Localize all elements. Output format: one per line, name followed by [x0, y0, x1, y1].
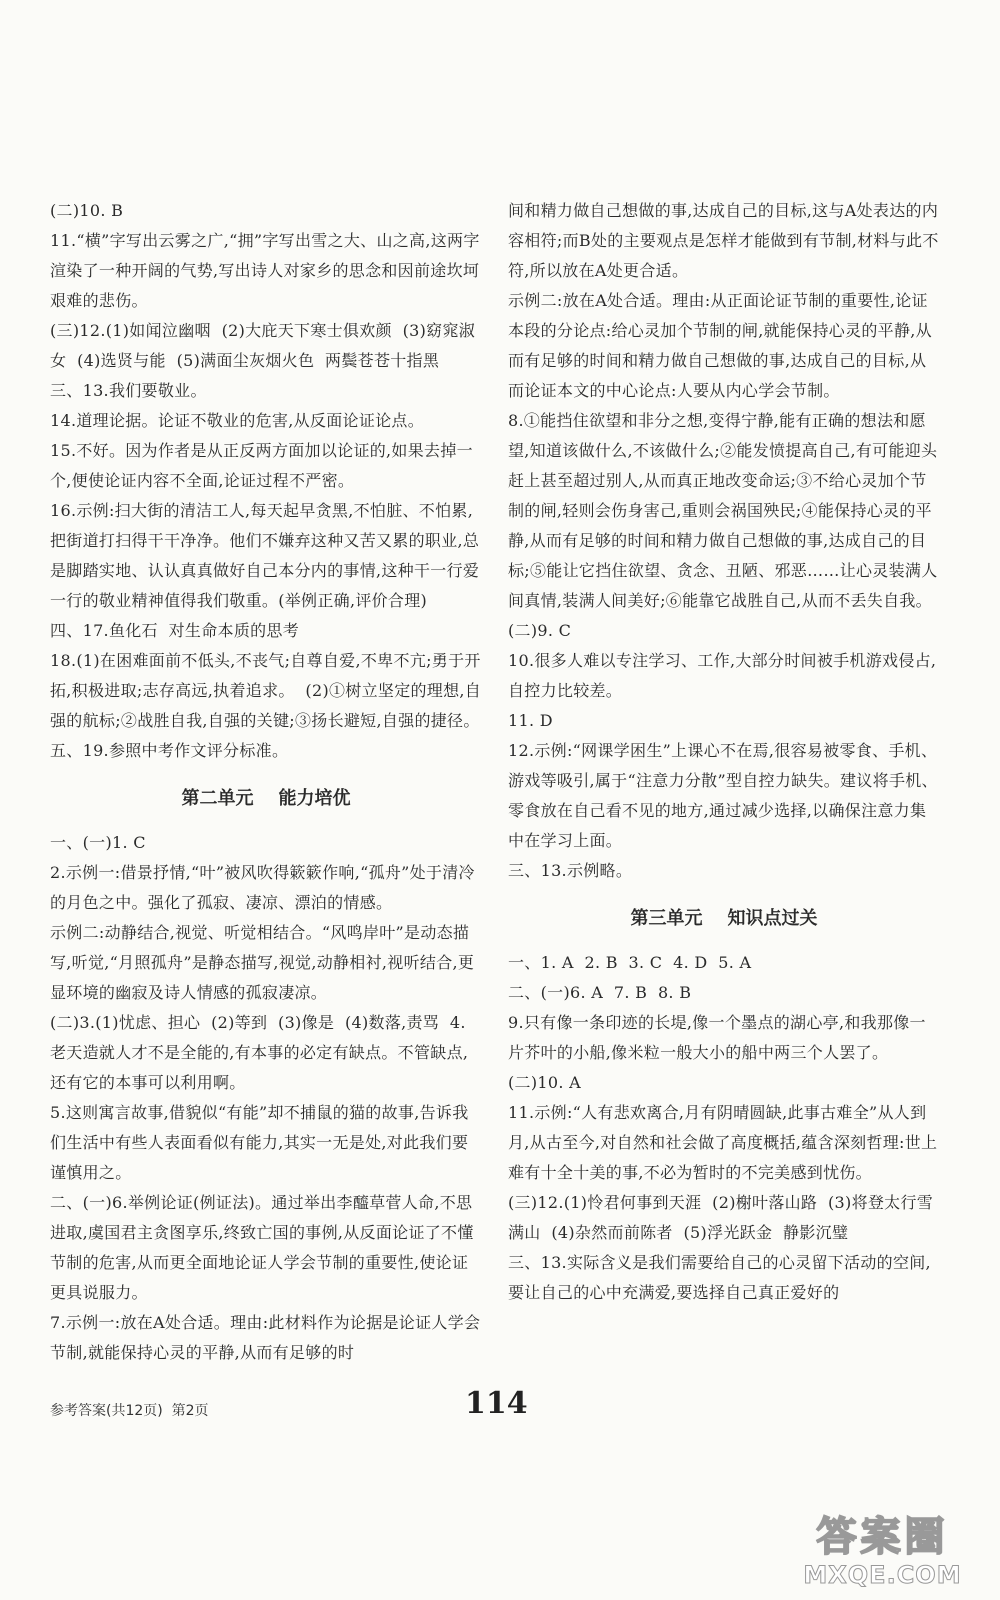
watermark-logo [780, 1505, 985, 1590]
section-heading: 第二单元 能力培优 [181, 788, 351, 809]
answer-paragraph: 间和精力做自己想做的事,达成自己的目标,这与A处表达的内容相符;而B处的主要观点是怎样才能做到有节制,材料与此不符,所以放在A处更合适。 [508, 201, 939, 280]
answer-paragraph: (二)10. B [50, 201, 124, 220]
answer-paragraph: 16.示例:扫大街的清洁工人,每天起早贪黑,不怕脏、不怕累,把街道打扫得干干净净。他们不嫌弃这种又苦又累的职业,总是脚踏实地、认认真真做好自己本分内的事情,这种干一行爱一行的敬业精神值得我们敬重。(举例正确,评价合理) [50, 501, 480, 610]
answer-paragraph: (二)3.(1)忧虑、担心 (2)等到 (3)像是 (4)数落,责骂 4.老天造就人才不是全能的,有本事的必定有缺点。不管缺点,还有它的本事可以利用啊。 [50, 1013, 469, 1092]
answer-paragraph: 18.(1)在困难面前不低头,不丧气;自尊自爱,不卑不亢;勇于开拓,积极进取;志存高远,执着追求。 (2)①树立坚定的理想,自强的航标;②战胜自我,自强的关键;③扬长避短,自强的捷径。 [50, 651, 482, 730]
right-column [508, 196, 940, 1308]
page-footer: 参考答案(共12页) 第2页 [50, 1403, 209, 1419]
page-number: 114 [465, 1386, 528, 1421]
answer-paragraph: 11.示例:“人有悲欢离合,月有阴晴圆缺,此事古难全”从人到月,从古至今,对自然和社会做了高度概括,蕴含深刻哲理:世上难有十全十美的事,不必为暂时的不完美感到忧伤。 [508, 1103, 938, 1182]
watermark-sub-text: MXQE.COM [803, 1561, 962, 1589]
answer-paragraph: 三、13.我们要敬业。 [50, 381, 207, 400]
answer-paragraph: (三)12.(1)如闻泣幽咽 (2)大庇天下寒士俱欢颜 (3)窈窕淑女 (4)选贤与能 (5)满面尘灰烟火色 两鬓苍苍十指黑 [50, 321, 476, 370]
answer-paragraph: 二、(一)6.举例论证(例证法)。通过举出李醯草菅人命,不思进取,虞国君主贪图享乐,终致亡国的事例,从反面论证了不懂节制的危害,从而更全面地论证人学会节制的重要性,使论证更具说服力。 [50, 1193, 474, 1302]
answer-paragraph: 2.示例一:借景抒情,“叶”被风吹得簌簌作响,“孤舟”处于清冷的月色之中。强化了孤寂、凄凉、漂泊的情感。 [50, 863, 475, 912]
watermark-main-text: 答案圈 [816, 1514, 949, 1560]
answer-paragraph: 五、19.参照中考作文评分标准。 [50, 741, 289, 760]
answer-paragraph: 14.道理论据。论证不敬业的危害,从反面论证论点。 [50, 411, 425, 430]
answer-paragraph: (二)9. C [508, 621, 572, 640]
answer-paragraph: 11.“横”字写出云雾之广,“拥”字写出雪之大、山之高,这两字渲染了一种开阔的气势,写出诗人对家乡的思念和因前途坎坷艰难的悲伤。 [50, 231, 480, 310]
answer-paragraph: (三)12.(1)怜君何事到天涯 (2)榭叶落山路 (3)将登太行雪满山 (4)杂然而前陈者 (5)浮光跃金 静影沉璧 [508, 1193, 934, 1242]
answer-paragraph: 三、13.示例略。 [508, 861, 633, 880]
answer-paragraph: 三、13.实际含义是我们需要给自己的心灵留下活动的空间,要让自己的心中充满爱,要选择自己真正爱好的 [508, 1253, 931, 1302]
answer-paragraph: 示例二:动静结合,视觉、听觉相结合。“风鸣岸叶”是动态描写,听觉,“月照孤舟”是静态描写,视觉,动静相衬,视听结合,更显环境的幽寂及诗人情感的孤寂凄凉。 [50, 923, 475, 1002]
left-column [50, 196, 482, 1368]
answer-paragraph: 示例二:放在A处合适。理由:从正面论证节制的重要性,论证本段的分论点:给心灵加个节制的闸,就能保持心灵的平静,从而有足够的时间和精力做自己想做的事,达成自己的目标,从而论证本文的中心论点:人要从内心学会节制。 [508, 291, 932, 400]
answer-paragraph: 11. D [508, 711, 553, 730]
answer-paragraph: 一、1. A 2. B 3. C 4. D 5. A [508, 953, 752, 972]
answer-paragraph: 5.这则寓言故事,借貌似“有能”却不捕鼠的猫的故事,告诉我们生活中有些人表面看似有能力,其实一无是处,对此我们要谨慎用之。 [50, 1103, 469, 1182]
answer-paragraph: 12.示例:“网课学困生”上课心不在焉,很容易被零食、手机、游戏等吸引,属于“注意力分散”型自控力缺失。建议将手机、零食放在自己看不见的地方,通过减少选择,以确保注意力集中在学习上面。 [508, 741, 938, 850]
answer-paragraph: 二、(一)6. A 7. B 8. B [508, 983, 692, 1002]
answer-paragraph: (二)10. A [508, 1073, 581, 1092]
section-heading: 第三单元 知识点过关 [630, 908, 818, 929]
answer-paragraph: 四、17.鱼化石 对生命本质的思考 [50, 621, 300, 640]
answer-paragraph: 15.不好。因为作者是从正反两方面加以论证的,如果去掉一个,便使论证内容不全面,论证过程不严密。 [50, 441, 473, 490]
answer-paragraph: 一、(一)1. C [50, 833, 146, 852]
answer-paragraph: 10.很多人难以专注学习、工作,大部分时间被手机游戏侵占,自控力比较差。 [508, 651, 937, 700]
answer-paragraph: 9.只有像一条印迹的长堤,像一个墨点的湖心亭,和我那像一片芥叶的小船,像米粒一般大小的船中两三个人罢了。 [508, 1013, 926, 1062]
answer-paragraph: 8.①能挡住欲望和非分之想,变得宁静,能有正确的想法和愿望,知道该做什么,不该做什么;②能发愤提高自己,有可能迎头赶上甚至超过别人,从而真正地改变命运;③不给心灵加个节制的闸,轻则会伤身害己,重则会祸国殃民;④能保持心灵的平静,从而有足够的时间和精力做自己想做的事,达成自己的目标;⑤能让它挡住欲望、贪念、丑陋、邪恶……让心灵装满人间真情,装满人间美好;⑥能靠它战胜自己,从而不丢失自我。 [508, 411, 938, 610]
answer-paragraph: 7.示例一:放在A处合适。理由:此材料作为论据是论证人学会节制,就能保持心灵的平静,从而有足够的时 [50, 1313, 481, 1362]
